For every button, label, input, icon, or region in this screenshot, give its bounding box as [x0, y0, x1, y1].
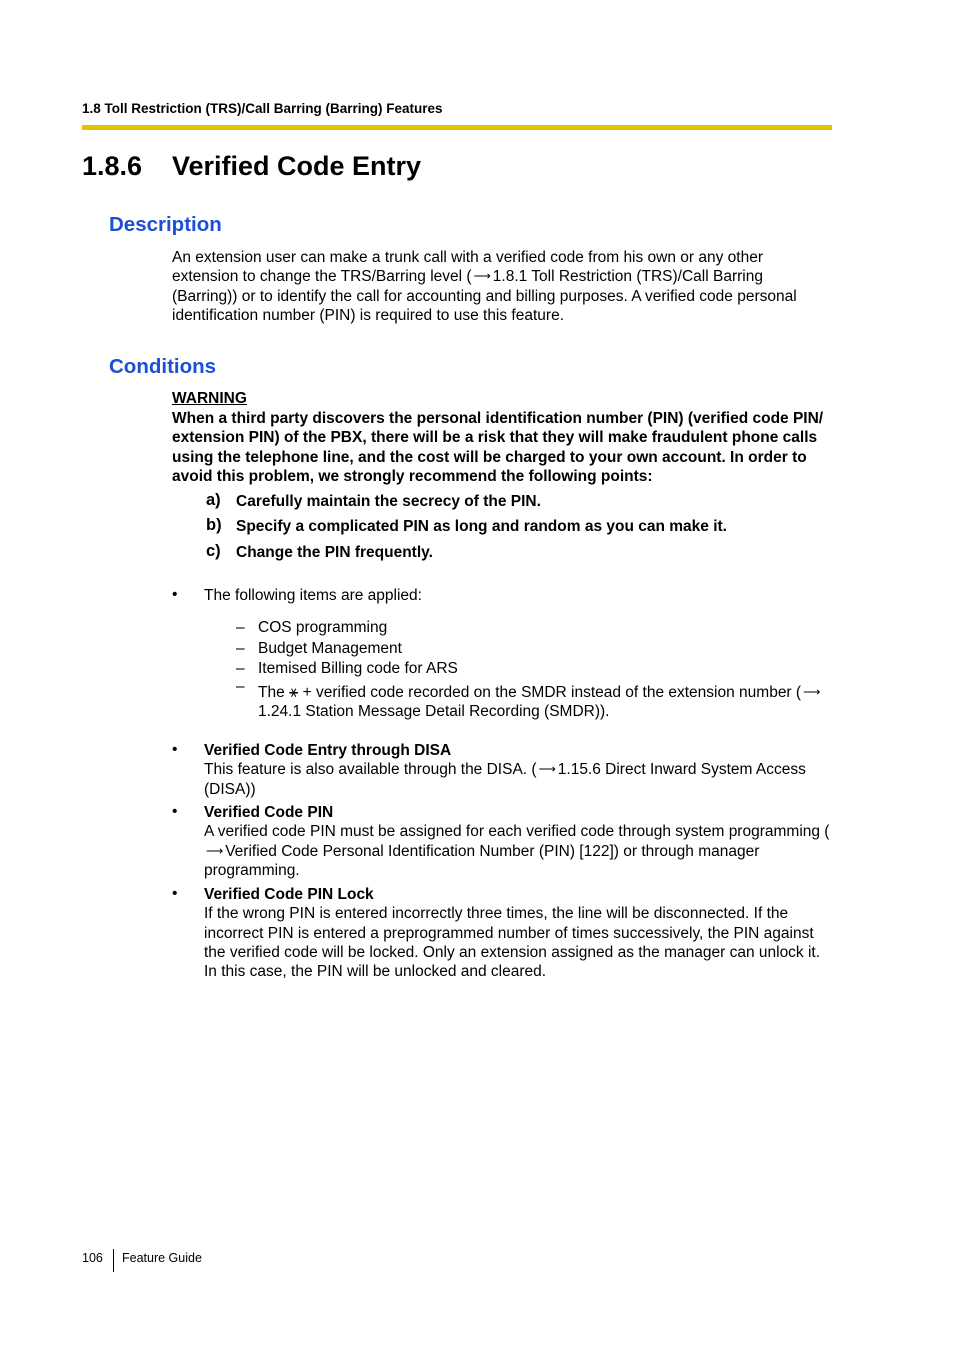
point-text: Change the PIN frequently. — [236, 544, 433, 561]
point-letter: a) — [206, 491, 221, 509]
arrow-icon: ⟶ — [473, 269, 491, 284]
footer-divider — [113, 1249, 114, 1272]
dash-icon: – — [236, 660, 245, 677]
applied-intro: The following items are applied: — [204, 587, 422, 604]
page-title: Verified Code Entry — [172, 151, 422, 181]
conditions-heading: Conditions — [109, 355, 217, 378]
description-text-2: 1.8.1 Toll Restriction (TRS)/Call Barring (Barring)) or to identify the call for accounting and billing purposes. A verified code personal identification number (PIN) is required to use this feature. — [172, 268, 797, 324]
bullet-icon: • — [172, 803, 178, 820]
point-letter: c) — [206, 542, 221, 560]
page-number: 106 — [82, 1251, 103, 1265]
description-paragraph — [172, 248, 832, 325]
warning-label: WARNING — [172, 390, 247, 407]
list-item-text — [258, 683, 838, 722]
header-rule — [82, 125, 832, 130]
disa-item — [204, 741, 834, 799]
list-item-text: Budget Management — [258, 640, 402, 657]
pin-text: A verified code PIN must be assigned for each verified code through system programming (⟶ Verified Code Personal Identification Number (PIN) [122]) or through manager programming. — [204, 823, 830, 879]
disa-text: This feature is also available through the DISA. ( ⟶ 1.15.6 Direct Inward System Access (DISA)) — [204, 761, 806, 798]
smdr-text-2: + verified code recorded on the SMDR instead of the extension number ( — [298, 684, 802, 701]
bullet-icon: • — [172, 885, 178, 902]
arrow-icon: ⟶ — [206, 843, 224, 858]
dash-icon: – — [236, 619, 245, 636]
pin-lock-title: Verified Code PIN Lock — [204, 886, 374, 903]
star-icon: ⚹ — [289, 684, 299, 701]
arrow-icon: ⟶ — [538, 762, 556, 777]
point-text: Specify a complicated PIN as long and random as you can make it. — [236, 518, 727, 535]
pin-lock-text: If the wrong PIN is entered incorrectly three times, the line will be disconnected. If the incorrect PIN is entered a preprogrammed number of times successively, the PIN against the verified code will be locked. Only an extension assigned as the manager can unlock it. In this case, the PIN will be unlocked and cleared. — [204, 905, 821, 981]
pin-title: Verified Code PIN — [204, 804, 334, 821]
section-number: 1.8.6 — [82, 151, 143, 181]
list-item-text: COS programming — [258, 619, 388, 636]
bullet-icon: • — [172, 586, 178, 603]
description-text-1: An extension user can make a trunk call with a verified code from his own or any other extension to change the TRS/Barring level ( — [172, 249, 764, 286]
running-header: 1.8 Toll Restriction (TRS)/Call Barring (Barring) Features — [82, 101, 443, 116]
footer-title: Feature Guide — [122, 1251, 202, 1265]
smdr-text-1: The — [258, 684, 290, 701]
point-letter: b) — [206, 516, 222, 534]
arrow-icon: ⟶ — [803, 685, 821, 699]
dash-icon: – — [236, 678, 245, 695]
warning-text: When a third party discovers the personal identification number (PIN) (verified code PIN/ extension PIN) of the PBX, there will be a risk that they will make fraudulent phone calls using the telephone line, and the cost will be charged to your own account. In order to avoid this problem, we strongly recommend the following points: — [172, 410, 824, 485]
disa-title: Verified Code Entry through DISA — [204, 742, 452, 759]
smdr-text-3: 1.24.1 Station Message Detail Recording (SMDR)). — [258, 703, 610, 721]
list-item-text: Itemised Billing code for ARS — [258, 660, 458, 677]
dash-icon: – — [236, 640, 245, 657]
pin-item — [204, 803, 834, 880]
point-text: Carefully maintain the secrecy of the PIN. — [236, 493, 541, 510]
bullet-icon: • — [172, 741, 178, 758]
description-heading: Description — [109, 213, 222, 236]
pin-lock-item — [204, 885, 834, 981]
